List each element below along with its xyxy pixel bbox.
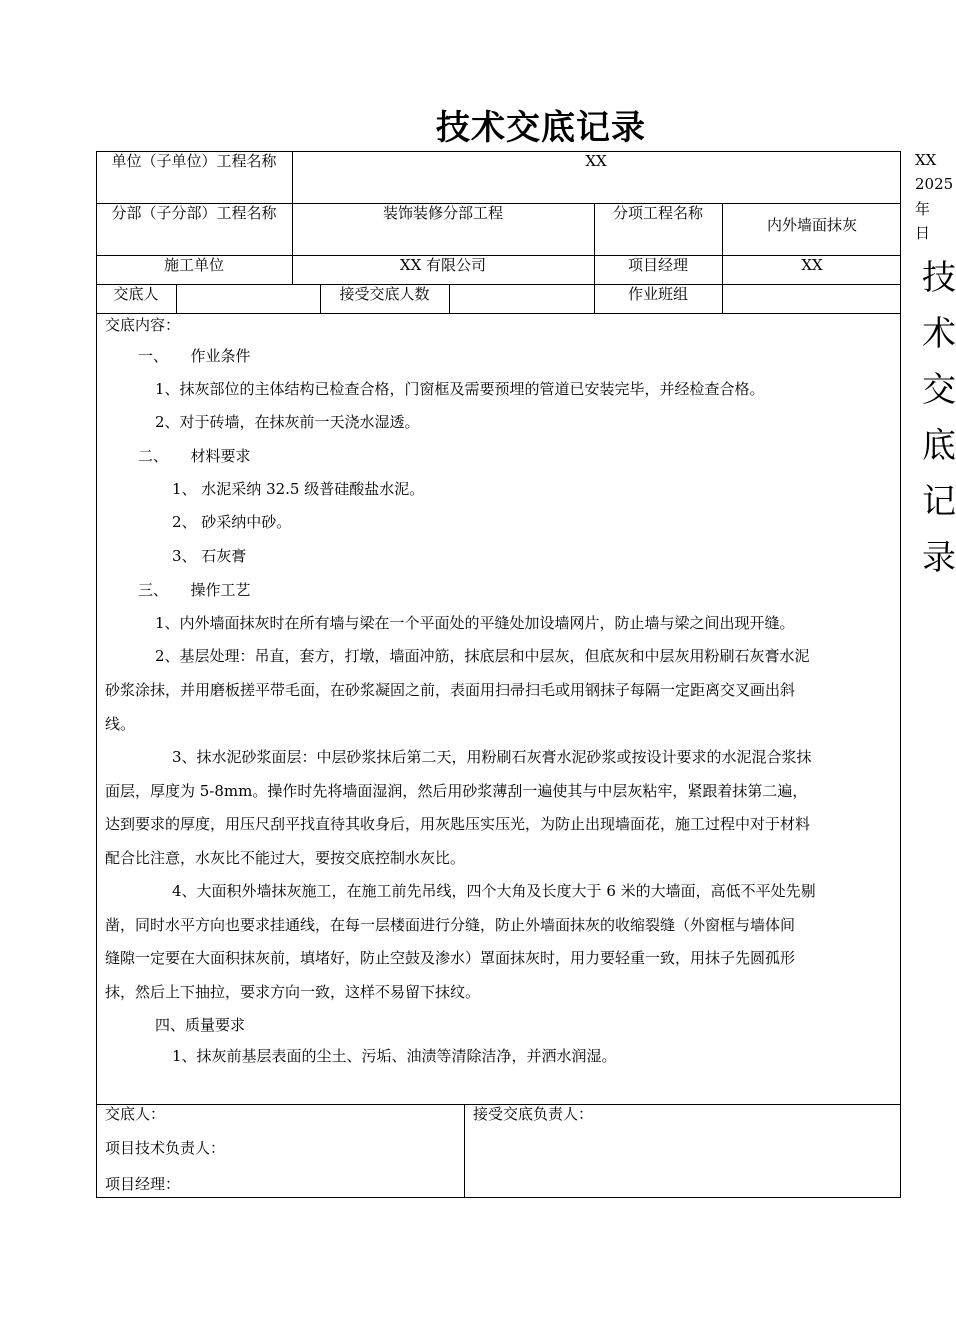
- content-paragraph: 面层，厚度为 5-8mm。操作时先将墙面湿润，然后用砂浆薄刮一遍使其与中层灰粘牢，紧跟着抹第二遍，: [105, 782, 808, 800]
- content-paragraph: 1、抹灰部位的主体结构已检查合格，门窗框及需要预埋的管道已安装完毕，并经检查合格。: [155, 380, 765, 398]
- section-title: 二、 材料要求: [138, 447, 251, 465]
- division-name-label: 分部（子分部）工程名称: [111, 204, 277, 222]
- project-name-label: 单位（子单位）工程名称: [111, 152, 277, 170]
- subitem-name-label: 分项工程名称: [612, 204, 703, 222]
- content-paragraph: 4、大面积外墙抹灰施工，在施工前先吊线，四个大角及长度大于 6 米的大墙面，高低不平处先剔: [172, 882, 816, 900]
- content-paragraph: 1、 水泥采纳 32.5 级普硅酸盐水泥。: [172, 480, 425, 498]
- recipient-count-label: 接受交底人数: [339, 285, 430, 303]
- side-title-char: 交: [922, 370, 956, 410]
- content-paragraph: 凿，同时水平方向也要求挂通线，在每一层楼面进行分缝，防止外墙面抹灰的收缩裂缝（外窗框与墙体间: [105, 916, 796, 934]
- content-paragraph: 砂浆涂抹，并用磨板搓平带毛面，在砂浆凝固之前，表面用扫帚扫毛或用钢抹子每隔一定距离交叉画出斜: [105, 681, 796, 699]
- footer-discloser-label: 交底人：: [105, 1105, 166, 1123]
- project-name-value: XX: [585, 152, 607, 170]
- side-title-char: 技: [922, 258, 956, 298]
- subitem-name-value: 内外墙面抹灰: [766, 216, 857, 234]
- content-paragraph: 2、 砂采纳中砂。: [172, 513, 292, 531]
- contractor-value: XX 有限公司: [399, 256, 487, 274]
- contractor-label: 施工单位: [163, 256, 224, 274]
- footer-manager-label: 项目经理：: [105, 1175, 181, 1193]
- division-name-value: 装饰装修分部工程: [382, 204, 503, 222]
- content-paragraph: 线。: [105, 715, 136, 733]
- section-title: 三、 操作工艺: [138, 581, 251, 599]
- section-title: 一、 作业条件: [138, 347, 251, 365]
- content-paragraph: 缝隙一定要在大面积抹灰前，填堵好，防止空鼓及渗水）罩面抹灰时，用力要轻重一致，用抹子先圆孤形: [105, 949, 796, 967]
- content-paragraph: 3、抹水泥砂浆面层：中层砂浆抹后第二天，用粉刷石灰膏水泥砂浆或按设计要求的水泥混合浆抹: [172, 748, 812, 766]
- project-manager-label: 项目经理: [627, 256, 688, 274]
- side-title-char: 记: [922, 482, 956, 522]
- side-vertical-title: [922, 250, 956, 586]
- side-text-3: 年: [915, 200, 931, 218]
- discloser-label: 交底人: [113, 285, 159, 303]
- side-text-2: 2025: [915, 175, 954, 193]
- footer-tech-lead-label: 项目技术负责人：: [105, 1139, 226, 1157]
- content-paragraph: 1、内外墙面抹灰时在所有墙与梁在一个平面处的平缝处加设墙网片，防止墙与梁之间出现开缝。: [155, 614, 795, 632]
- content-paragraph: 1、抹灰前基层表面的尘土、污垢、油渍等清除洁净，并洒水润湿。: [172, 1047, 617, 1065]
- work-team-label: 作业班组: [627, 285, 688, 303]
- content-heading: 交底内容：: [105, 316, 181, 334]
- content-paragraph: 配合比注意，水灰比不能过大，要按交底控制水灰比。: [105, 849, 466, 867]
- side-title-char: 底: [922, 426, 956, 466]
- footer-receiver-label: 接受交底负责人：: [473, 1105, 594, 1123]
- side-text-4: 日: [915, 224, 931, 242]
- side-title-char: 录: [922, 538, 956, 578]
- content-paragraph: 2、基层处理：吊直，套方，打墩，墙面冲筋，抹底层和中层灰，但底灰和中层灰用粉刷石灰膏水泥: [155, 647, 810, 665]
- side-text-1: XX: [915, 151, 937, 169]
- content-paragraph: 达到要求的厚度，用压尺刮平找直待其收身后，用灰匙压实压光，为防止出现墙面花，施工过程中对于材料: [105, 815, 811, 833]
- side-title-char: 术: [922, 314, 956, 354]
- content-paragraph: 2、对于砖墙，在抹灰前一天浇水湿透。: [155, 413, 420, 431]
- content-paragraph: 抹，然后上下抽拉，要求方向一致，这样不易留下抹纹。: [105, 983, 481, 1001]
- project-manager-value: XX: [801, 256, 823, 274]
- section-title: 四、质量要求: [155, 1016, 246, 1034]
- document-title: 技术交底记录: [436, 108, 646, 148]
- content-paragraph: 3、 石灰膏: [172, 547, 247, 565]
